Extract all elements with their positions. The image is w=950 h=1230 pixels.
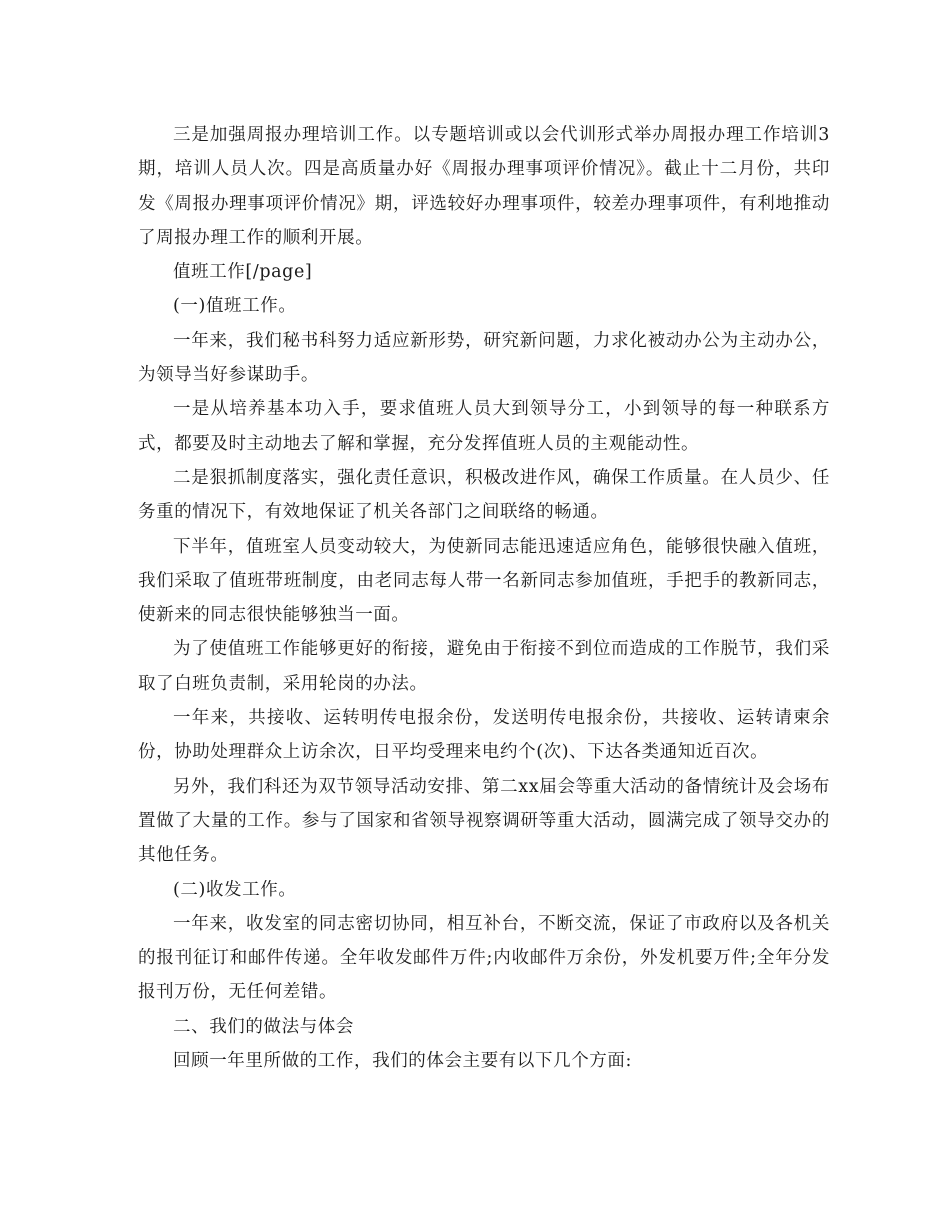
paragraph-day-shift: 为了使值班工作能够更好的衔接，避免由于衔接不到位而造成的工作脱节，我们采取了白班负责制，采用轮岗的办法。 [138, 639, 830, 694]
paragraph-training: 三是加强周报办理培训工作。以专题培训或以会代训形式举办周报办理工作培训3期，培训人员人次。四是高质量办好《周报办理事项评价情况》。截止十二月份，共印发《周报办理事项评价情况》期，评选较好办理事项件，较差办理事项件，有利地推动了周报办理工作的顺利开展。 [138, 125, 830, 248]
paragraph-telegrams: 一年来，共接收、运转明传电报余份，发送明传电报余份，共接收、运转请柬余份，协助处理群众上访余次，日平均受理来电约个(次)、下达各类通知近百次。 [138, 708, 830, 763]
section-heading-duty-work: (一)值班工作。 [173, 296, 297, 317]
paragraph-duty-heading: 值班工作[/page] [173, 262, 313, 283]
paragraph-second-half-year: 下半年，值班室人员变动较大，为使新同志能迅速适应角色，能够很快融入值班，我们采取了值班带班制度，由老同志每人带一名新同志参加值班，手把手的教新同志，使新来的同志很快能够独当一面。 [138, 536, 830, 626]
section-heading-mail-work: (二)收发工作。 [173, 879, 297, 900]
paragraph-mailroom: 一年来，收发室的同志密切协同，相互补台，不断交流，保证了市政府以及各机关的报刊征订和邮件传递。全年收发邮件万件;内收邮件万余份，外发机要万件;全年分发报刊万份，无任何差错。 [138, 913, 830, 1003]
paragraph-major-events: 另外，我们科还为双节领导活动安排、第二xx届会等重大活动的备情统计及会场布置做了大量的工作。参与了国家和省领导视察调研等重大活动，圆满完成了领导交办的其他任务。 [138, 776, 830, 866]
paragraph-secretariat: 一年来，我们秘书科努力适应新形势，研究新问题，力求化被动办公为主动办公，为领导当好参谋助手。 [138, 330, 830, 386]
paragraph-basic-skills: 一是从培养基本功入手，要求值班人员大到领导分工，小到领导的每一种联系方式，都要及时主动地去了解和掌握，充分发挥值班人员的主观能动性。 [138, 399, 830, 454]
section-heading-practices: 二、我们的做法与体会 [173, 1016, 354, 1037]
paragraph-review: 回顾一年里所做的工作，我们的体会主要有以下几个方面: [173, 1051, 632, 1072]
document-body [138, 118, 830, 1078]
paragraph-system-implementation: 二是狠抓制度落实，强化责任意识，积极改进作风，确保工作质量。在人员少、任务重的情况下，有效地保证了机关各部门之间联络的畅通。 [138, 467, 830, 523]
